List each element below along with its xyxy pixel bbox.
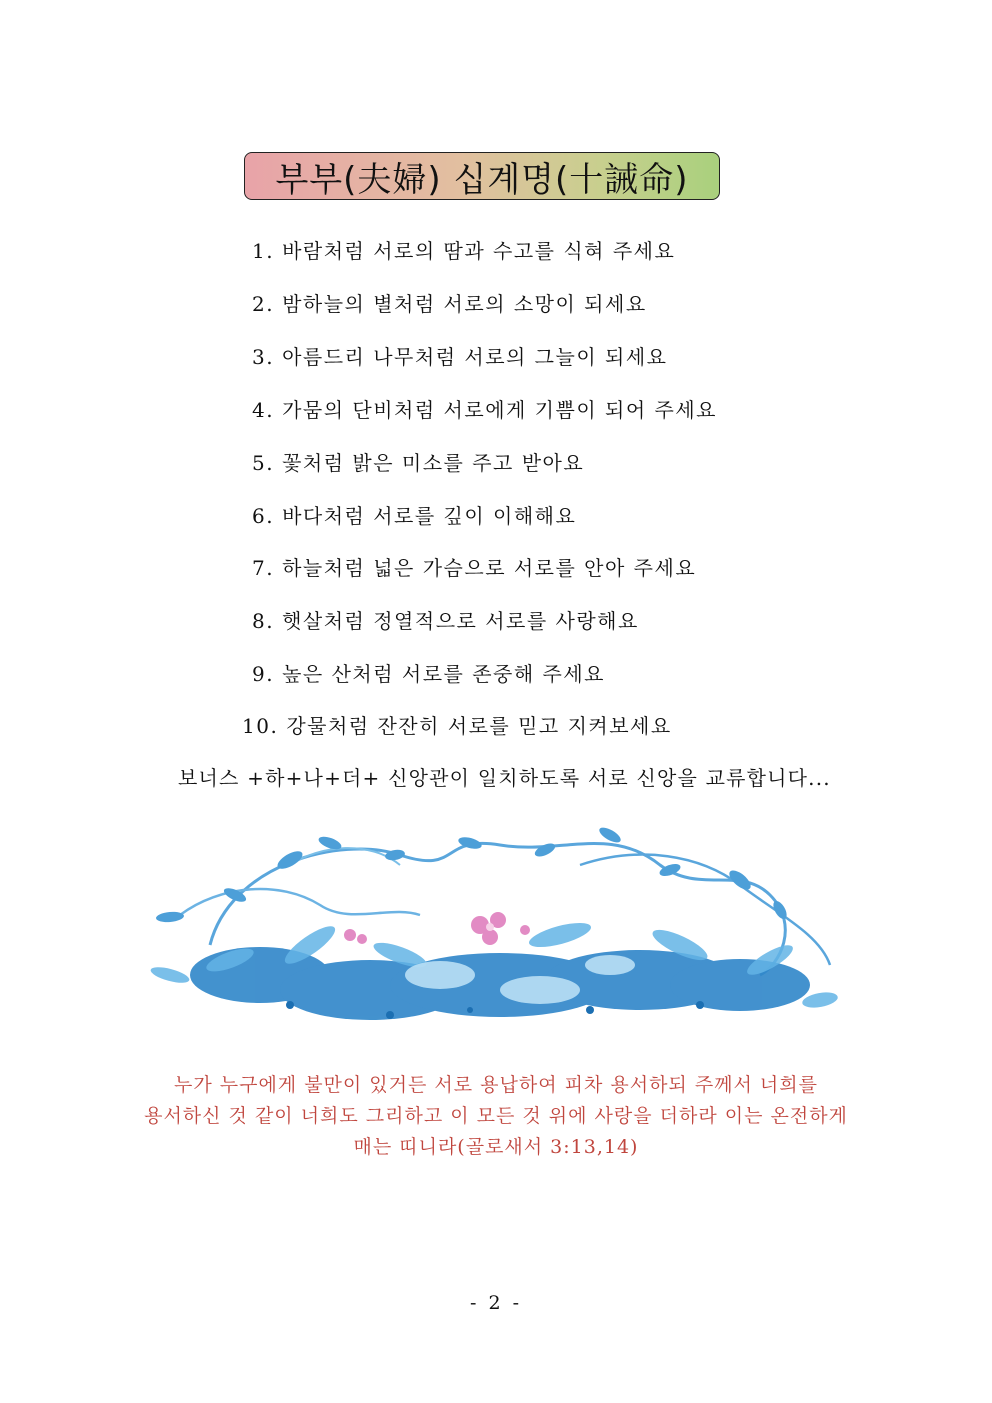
rule-item: [242, 710, 672, 739]
rule-number: 8.: [252, 609, 275, 633]
rule-text: 바다처럼 서로를 깊이 이해해요: [282, 504, 577, 528]
page-title: 부부(夫婦) 십계명(十誡命): [275, 159, 689, 200]
rule-text: 가뭄의 단비처럼 서로에게 기쁨이 되어 주세요: [282, 398, 717, 422]
rule-item: [252, 500, 576, 529]
verse-line: 매는 띠니라(골로새서 3:13,14): [353, 1136, 639, 1158]
rule-number: 1.: [252, 239, 275, 263]
rule-item: [252, 552, 696, 581]
rule-item: [252, 394, 717, 423]
rule-text: 바람처럼 서로의 땀과 수고를 식혀 주세요: [282, 239, 676, 263]
floral-wreath-illustration: [140, 825, 840, 1040]
rule-number: 7.: [252, 556, 275, 580]
rule-number: 6.: [252, 504, 275, 528]
rule-number: 4.: [252, 398, 275, 422]
rule-text: 꽃처럼 밝은 미소를 주고 받아요: [282, 451, 585, 475]
rule-item: [252, 605, 639, 634]
bible-verse: [100, 1070, 892, 1163]
rule-item: [252, 658, 605, 687]
rule-text: 높은 산처럼 서로를 존중해 주세요: [282, 662, 606, 686]
title-banner: [244, 152, 720, 200]
page-number: - 2 -: [469, 1292, 522, 1314]
rule-number: 3.: [252, 345, 275, 369]
rule-item: [252, 235, 675, 264]
verse-line: 누가 누구에게 불만이 있거든 서로 용납하여 피차 용서하되 주께서 너희를: [174, 1074, 818, 1096]
rule-number: 2.: [252, 292, 275, 316]
rule-item: [252, 341, 667, 370]
rule-number: 5.: [252, 451, 275, 475]
rule-number: 9.: [252, 662, 275, 686]
rule-item: [252, 288, 647, 317]
rule-text: 아름드리 나무처럼 서로의 그늘이 되세요: [282, 345, 668, 369]
rule-item: [252, 447, 584, 476]
verse-line: 용서하신 것 같이 너희도 그리하고 이 모든 것 위에 사랑을 더하라 이는 온전하게: [144, 1105, 848, 1127]
rule-number: 10.: [242, 714, 279, 738]
rule-text: 밤하늘의 별처럼 서로의 소망이 되세요: [282, 292, 647, 316]
rule-text: 하늘처럼 넓은 가슴으로 서로를 안아 주세요: [282, 556, 697, 580]
rule-text: 햇살처럼 정열적으로 서로를 사랑해요: [282, 609, 639, 633]
rule-text: 강물처럼 잔잔히 서로를 믿고 지켜보세요: [286, 714, 672, 738]
bonus-note: 보너스 +하+나+더+ 신앙관이 일치하도록 서로 신앙을 교류합니다...: [178, 766, 831, 790]
